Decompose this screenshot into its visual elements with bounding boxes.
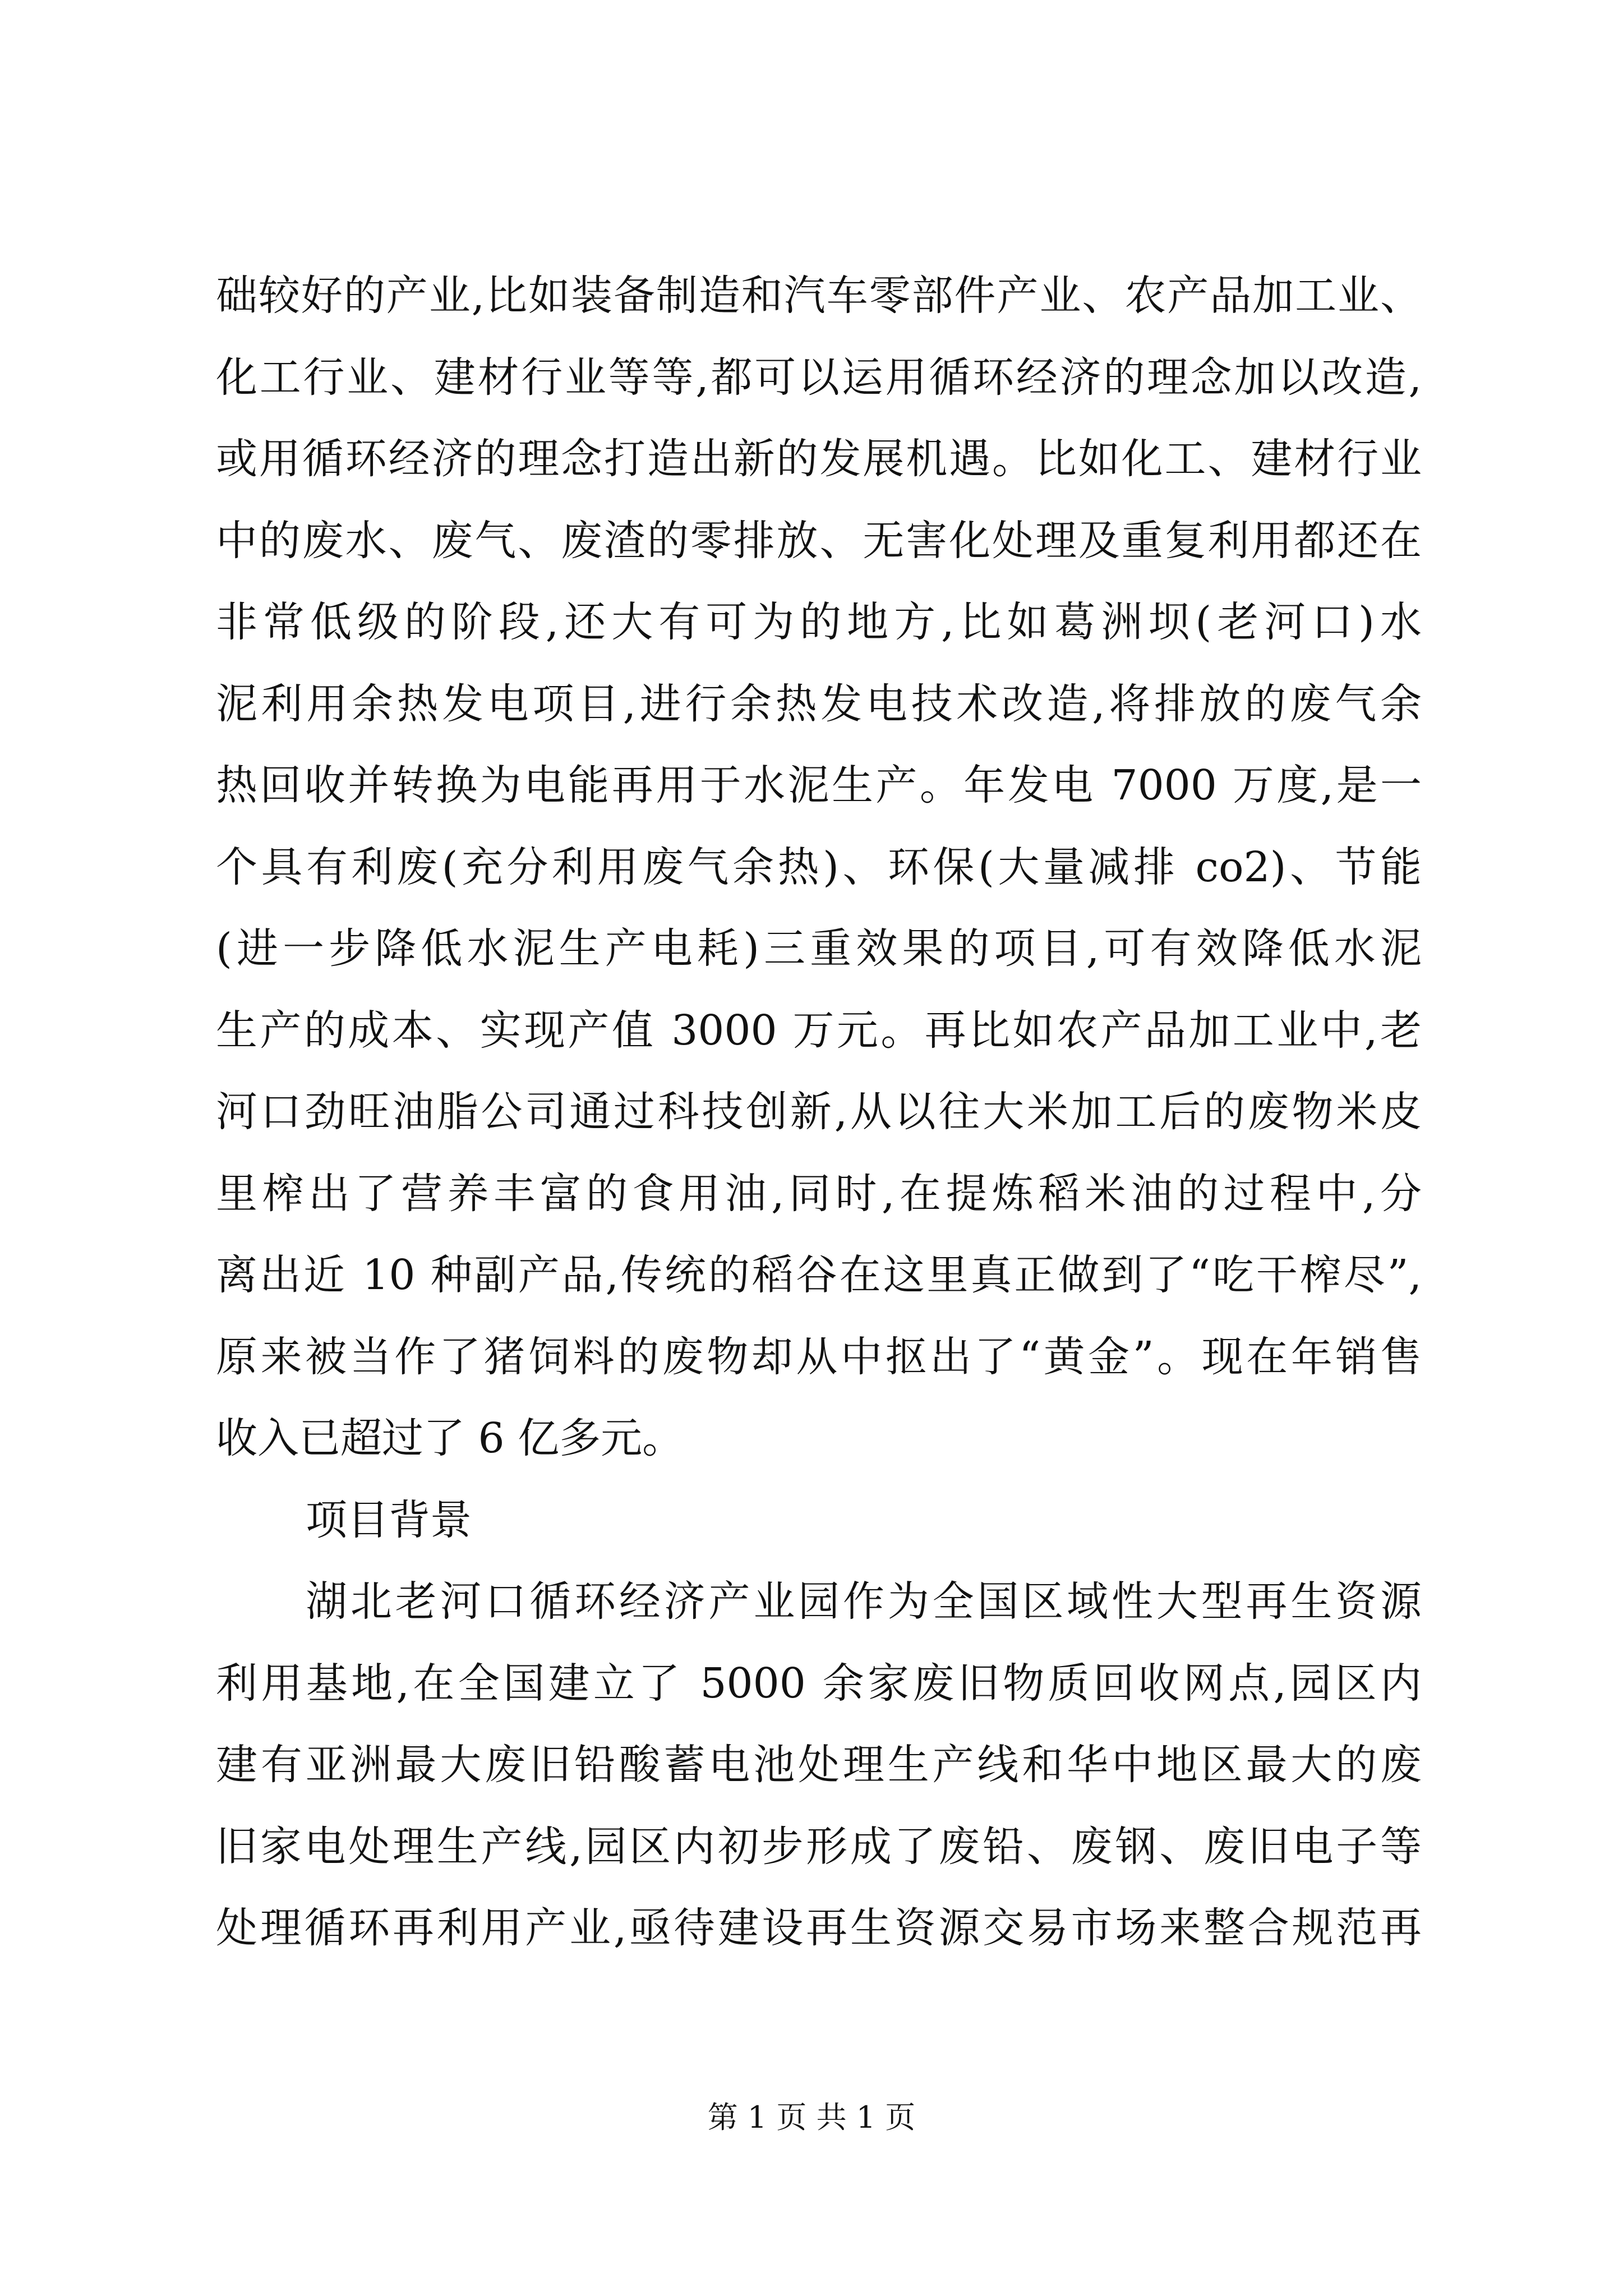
text-line: 河口劲旺油脂公司通过科技创新,从以往大米加工后的废物米皮 (216, 1088, 1422, 1136)
text-line: 收入已超过了 6 亿多元。 (216, 1414, 684, 1462)
text-line: 离出近 10 种副产品,传统的稻谷在这里真正做到了“吃干榨尽”, (216, 1251, 1422, 1299)
text-line: 中的废水、废气、废渣的零排放、无害化处理及重复利用都还在 (216, 516, 1422, 565)
section-heading: 项目背景 (306, 1496, 472, 1544)
body-text (216, 255, 1422, 1970)
text-line: 建有亚洲最大废旧铅酸蓄电池处理生产线和华中地区最大的废 (216, 1741, 1422, 1789)
page-number-label: 第 1 页 共 1 页 (707, 2100, 916, 2135)
text-line: 原来被当作了猪饲料的废物却从中抠出了“黄金”。现在年销售 (216, 1332, 1422, 1381)
text-line: 处理循环再利用产业,亟待建设再生资源交易市场来整合规范再 (216, 1904, 1422, 1952)
text-line: (进一步降低水泥生产电耗)三重效果的项目,可有效降低水泥 (216, 924, 1422, 973)
text-line: 泥利用余热发电项目,进行余热发电技术改造,将排放的废气余 (216, 679, 1422, 728)
text-line: 础较好的产业,比如装备制造和汽车零部件产业、农产品加工业、 (216, 272, 1422, 320)
text-line: 生产的成本、实现产值 3000 万元。再比如农产品加工业中,老 (216, 1006, 1422, 1055)
text-line: 热回收并转换为电能再用于水泥生产。年发电 7000 万度,是一 (216, 761, 1422, 809)
text-line: 非常低级的阶段,还大有可为的地方,比如葛洲坝(老河口)水 (216, 598, 1422, 646)
text-line: 化工行业、建材行业等等,都可以运用循环经济的理念加以改造, (216, 353, 1422, 402)
text-line: 个具有利废(充分利用废气余热)、环保(大量减排 co2)、节能 (216, 843, 1422, 891)
page-footer (0, 2095, 1623, 2140)
text-line: 或用循环经济的理念打造出新的发展机遇。比如化工、建材行业 (216, 435, 1422, 483)
text-line: 利用基地,在全国建立了 5000 余家废旧物质回收网点,园区内 (216, 1659, 1422, 1708)
text-line: 里榨出了营养丰富的食用油,同时,在提炼稻米油的过程中,分 (216, 1169, 1422, 1218)
text-line: 湖北老河口循环经济产业园作为全国区域性大型再生资源 (306, 1577, 1422, 1626)
text-line: 旧家电处理生产线,园区内初步形成了废铅、废钢、废旧电子等 (216, 1822, 1422, 1871)
